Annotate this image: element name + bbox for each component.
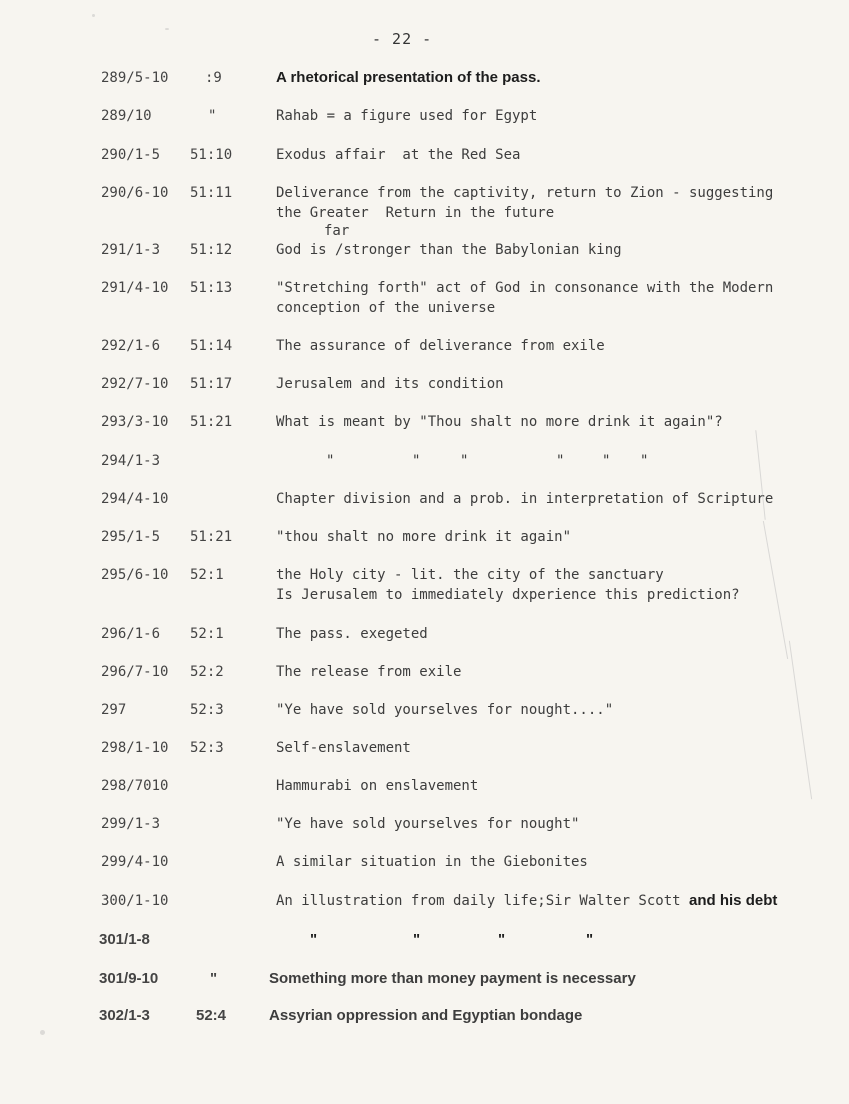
entry-description: Jerusalem and its condition — [276, 376, 504, 392]
entry-description: The release from exile — [276, 664, 462, 680]
ditto-mark: " — [460, 453, 469, 469]
verse-reference: 52:2 — [190, 664, 224, 680]
page-reference: 294/1-3 — [101, 453, 161, 469]
entry-description: "Ye have sold yourselves for nought" — [276, 816, 580, 832]
page-reference: 290/1-5 — [101, 147, 161, 163]
verse-reference: 51:11 — [190, 185, 233, 201]
entry-description: God is /stronger than the Babylonian king — [276, 242, 622, 258]
entry-description: Something more than money payment is necessary — [269, 970, 636, 987]
verse-reference: 51:12 — [190, 242, 233, 258]
page-reference: 298/7010 — [101, 778, 169, 794]
entry-description: A rhetorical presentation of the pass. — [276, 69, 541, 86]
ditto-mark: " — [326, 453, 335, 469]
verse-reference: " — [210, 970, 218, 987]
verse-reference: 51:17 — [190, 376, 233, 392]
verse-reference: " — [208, 108, 217, 124]
entry-description: the Holy city - lit. the city of the sanctuary Is Jerusalem to immediately dxperience this prediction? — [276, 567, 740, 603]
entry-description: The pass. exegeted — [276, 626, 428, 642]
scan-artifact — [165, 28, 169, 30]
page-reference: 301/1-8 — [99, 931, 150, 948]
verse-reference: :9 — [205, 70, 222, 86]
page-reference: 291/4-10 — [101, 280, 169, 296]
page-reference: 300/1-10 — [101, 893, 169, 909]
page-number: - 22 - — [372, 30, 433, 48]
verse-reference: 52:1 — [190, 567, 224, 583]
entry-description: Hammurabi on enslavement — [276, 778, 479, 794]
ditto-mark: " — [413, 931, 421, 948]
ditto-mark: " — [556, 453, 565, 469]
verse-reference: 51:14 — [190, 338, 233, 354]
entry-description: Exodus affair at the Red Sea — [276, 147, 521, 163]
page-reference: 295/1-5 — [101, 529, 161, 545]
scan-artifact — [40, 1030, 45, 1035]
page-reference: 293/3-10 — [101, 414, 169, 430]
page-reference: 289/10 — [101, 108, 152, 124]
entry-description: What is meant by "Thou shalt no more drink it again"? — [276, 414, 723, 430]
page-reference: 299/4-10 — [101, 854, 169, 870]
entry-description: "Ye have sold yourselves for nought...." — [276, 702, 614, 718]
ditto-mark: " — [602, 453, 611, 469]
verse-reference: 51:13 — [190, 280, 233, 296]
entry-description: Assyrian oppression and Egyptian bondage — [269, 1007, 583, 1024]
page-reference: 302/1-3 — [99, 1007, 150, 1024]
page-reference: 290/6-10 — [101, 185, 169, 201]
ditto-mark: " — [498, 931, 506, 948]
page-reference: 296/7-10 — [101, 664, 169, 680]
entry-description: "thou shalt no more drink it again" — [276, 529, 572, 545]
page-reference: 299/1-3 — [101, 816, 161, 832]
ditto-mark: " — [412, 453, 421, 469]
verse-reference: 51:21 — [190, 414, 233, 430]
ditto-mark: " — [310, 931, 318, 948]
page-reference: 291/1-3 — [101, 242, 161, 258]
entry-description-text: An illustration from daily life;Sir Walter Scott — [276, 893, 681, 909]
entry-description: A similar situation in the Giebonites — [276, 854, 588, 870]
entry-description: The assurance of deliverance from exile — [276, 338, 605, 354]
page-reference: 301/9-10 — [99, 970, 159, 987]
entry-description: Self-enslavement — [276, 740, 411, 756]
scan-artifact — [92, 14, 95, 17]
entry-description: Chapter division and a prob. in interpretation of Scripture — [276, 491, 774, 507]
verse-reference: 52:4 — [196, 1007, 227, 1024]
page-reference: 297 — [101, 702, 127, 718]
entry-description-bold-tail: and his debt — [689, 892, 778, 909]
verse-reference: 52:1 — [190, 626, 224, 642]
verse-reference: 52:3 — [190, 740, 224, 756]
entry-description: "Stretching forth" act of God in consonance with the Modern conception of the universe — [276, 280, 774, 316]
page-reference: 292/1-6 — [101, 338, 161, 354]
ditto-mark: " — [586, 931, 594, 948]
entry-description: Rahab = a figure used for Egypt — [276, 108, 538, 124]
handwritten-insert: far — [324, 223, 350, 239]
verse-reference: 51:21 — [190, 529, 233, 545]
page-reference: 292/7-10 — [101, 376, 169, 392]
ditto-mark: " — [640, 453, 649, 469]
verse-reference: 51:10 — [190, 147, 233, 163]
page-reference: 298/1-10 — [101, 740, 169, 756]
verse-reference: 52:3 — [190, 702, 224, 718]
page-reference: 296/1-6 — [101, 626, 161, 642]
page-reference: 294/4-10 — [101, 491, 169, 507]
page-reference: 289/5-10 — [101, 70, 169, 86]
entry-description — [276, 891, 796, 911]
page-reference: 295/6-10 — [101, 567, 169, 583]
entry-description: Deliverance from the captivity, return to Zion - suggesting the Greater Return in the future far — [276, 183, 796, 240]
